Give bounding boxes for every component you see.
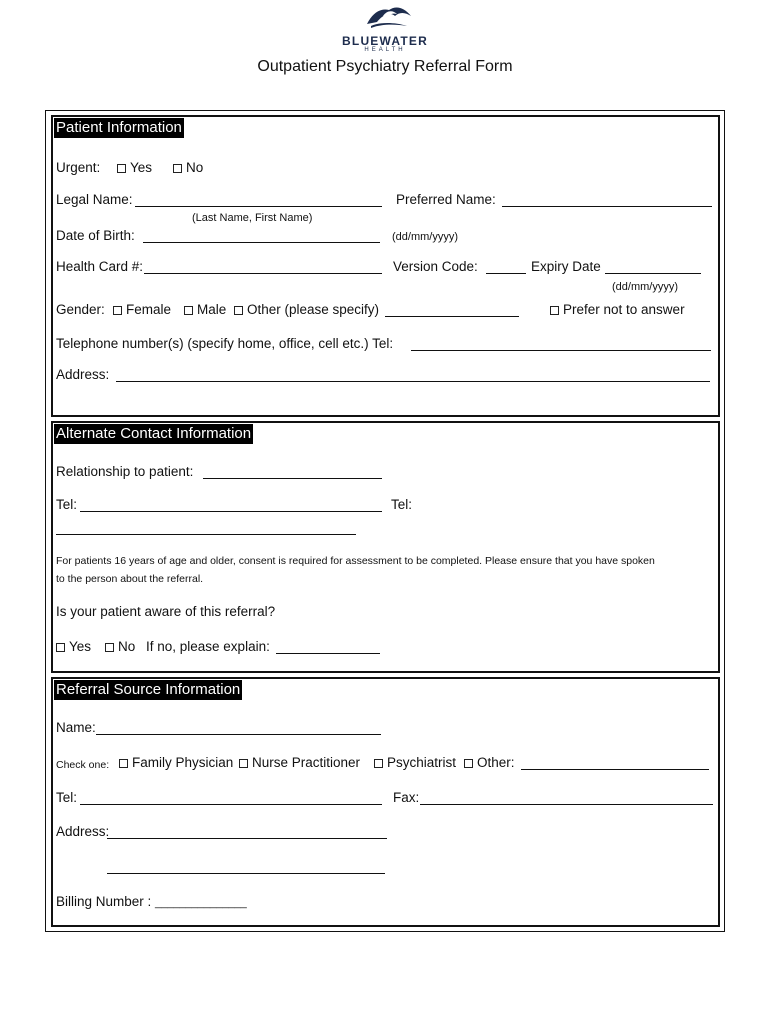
dob-field[interactable] xyxy=(143,242,380,243)
gender-female-option[interactable]: Female xyxy=(113,302,171,318)
aware-yes-checkbox[interactable] xyxy=(56,643,65,652)
dob-label: Date of Birth: xyxy=(56,228,135,243)
referral-fax-field[interactable] xyxy=(420,804,713,805)
explain-label: If no, please explain: xyxy=(146,639,270,654)
psychiatrist-checkbox[interactable] xyxy=(374,759,383,768)
version-code-field[interactable] xyxy=(486,273,526,274)
bluewater-health-logo xyxy=(365,2,413,30)
referral-name-field[interactable] xyxy=(96,734,381,735)
explain-field[interactable] xyxy=(276,653,380,654)
consent-note-line1: For patients 16 years of age and older, consent is required for assessment to be completed. Please ensure that you have spoken xyxy=(56,555,655,567)
legal-name-hint: (Last Name, First Name) xyxy=(192,212,313,224)
relationship-label: Relationship to patient: xyxy=(56,464,194,479)
urgent-no-option[interactable]: No xyxy=(173,160,203,176)
version-code-label: Version Code: xyxy=(393,259,478,274)
logo-name: BLUEWATER xyxy=(342,34,428,48)
alt-tel-label-2: Tel: xyxy=(391,497,413,512)
gender-other-field[interactable] xyxy=(385,316,519,317)
gender-prefer-not-checkbox[interactable] xyxy=(550,306,559,315)
urgent-no-checkbox[interactable] xyxy=(173,164,182,173)
urgent-yes-option[interactable]: Yes xyxy=(117,160,152,176)
urgent-yes-checkbox[interactable] xyxy=(117,164,126,173)
legal-name-field[interactable] xyxy=(135,206,382,207)
referral-other-field[interactable] xyxy=(521,769,709,770)
health-card-field[interactable] xyxy=(144,273,382,274)
referral-fax-label: Fax: xyxy=(393,790,420,805)
alternate-section xyxy=(51,421,720,673)
referral-section xyxy=(51,677,720,927)
expiry-date-label: Expiry Date xyxy=(531,259,601,274)
address-field[interactable] xyxy=(116,381,710,382)
gender-prefer-not-option[interactable]: Prefer not to answer xyxy=(550,302,685,318)
aware-yes-option[interactable]: Yes xyxy=(56,639,91,655)
aware-no-checkbox[interactable] xyxy=(105,643,114,652)
referral-other-checkbox[interactable] xyxy=(464,759,473,768)
preferred-name-label: Preferred Name: xyxy=(396,192,496,207)
referral-tel-field[interactable] xyxy=(80,804,382,805)
billing-label: Billing Number : xyxy=(56,894,152,909)
alt-tel-field-1[interactable] xyxy=(80,511,382,512)
alt-tel-label-1: Tel: xyxy=(56,497,78,512)
form-title: Outpatient Psychiatry Referral Form xyxy=(257,58,513,75)
alt-tel-field-2[interactable] xyxy=(56,534,356,535)
nurse-practitioner-option[interactable]: Nurse Practitioner xyxy=(239,755,360,771)
family-physician-checkbox[interactable] xyxy=(119,759,128,768)
health-card-label: Health Card #: xyxy=(56,259,144,274)
aware-no-option[interactable]: No xyxy=(105,639,135,655)
referral-address-label: Address: xyxy=(56,824,110,839)
dob-hint: (dd/mm/yyyy) xyxy=(392,231,458,243)
legal-name-label: Legal Name: xyxy=(56,192,133,207)
expiry-date-field[interactable] xyxy=(605,273,701,274)
expiry-hint: (dd/mm/yyyy) xyxy=(612,281,678,293)
relationship-field[interactable] xyxy=(203,478,382,479)
referral-address-field-2[interactable] xyxy=(107,873,385,874)
gender-other-checkbox[interactable] xyxy=(234,306,243,315)
preferred-name-field[interactable] xyxy=(502,206,712,207)
referral-other-option[interactable]: Other: xyxy=(464,755,515,771)
family-physician-option[interactable]: Family Physician xyxy=(119,755,233,771)
urgent-label: Urgent: xyxy=(56,160,101,175)
gender-male-checkbox[interactable] xyxy=(184,306,193,315)
psychiatrist-option[interactable]: Psychiatrist xyxy=(374,755,456,771)
consent-note-line2: to the person about the referral. xyxy=(56,573,204,585)
gender-other-option[interactable]: Other (please specify) xyxy=(234,302,379,318)
gender-label: Gender: xyxy=(56,302,105,317)
billing-field[interactable]: _______________ xyxy=(155,897,247,909)
nurse-practitioner-checkbox[interactable] xyxy=(239,759,248,768)
address-label: Address: xyxy=(56,367,110,382)
telephone-label: Telephone number(s) (specify home, office, cell etc.) Tel: xyxy=(56,336,394,351)
gender-male-option[interactable]: Male xyxy=(184,302,226,318)
referral-name-label: Name: xyxy=(56,720,96,735)
awareness-question: Is your patient aware of this referral? xyxy=(56,604,276,619)
logo-sub: HEALTH xyxy=(364,47,406,53)
referral-heading: Referral Source Information xyxy=(56,681,241,698)
referral-tel-label: Tel: xyxy=(56,790,78,805)
gender-female-checkbox[interactable] xyxy=(113,306,122,315)
patient-heading: Patient Information xyxy=(56,119,182,136)
check-one-label: Check one: xyxy=(56,759,110,771)
referral-address-field-1[interactable] xyxy=(107,838,387,839)
telephone-field[interactable] xyxy=(411,350,711,351)
alternate-heading: Alternate Contact Information xyxy=(56,425,252,442)
